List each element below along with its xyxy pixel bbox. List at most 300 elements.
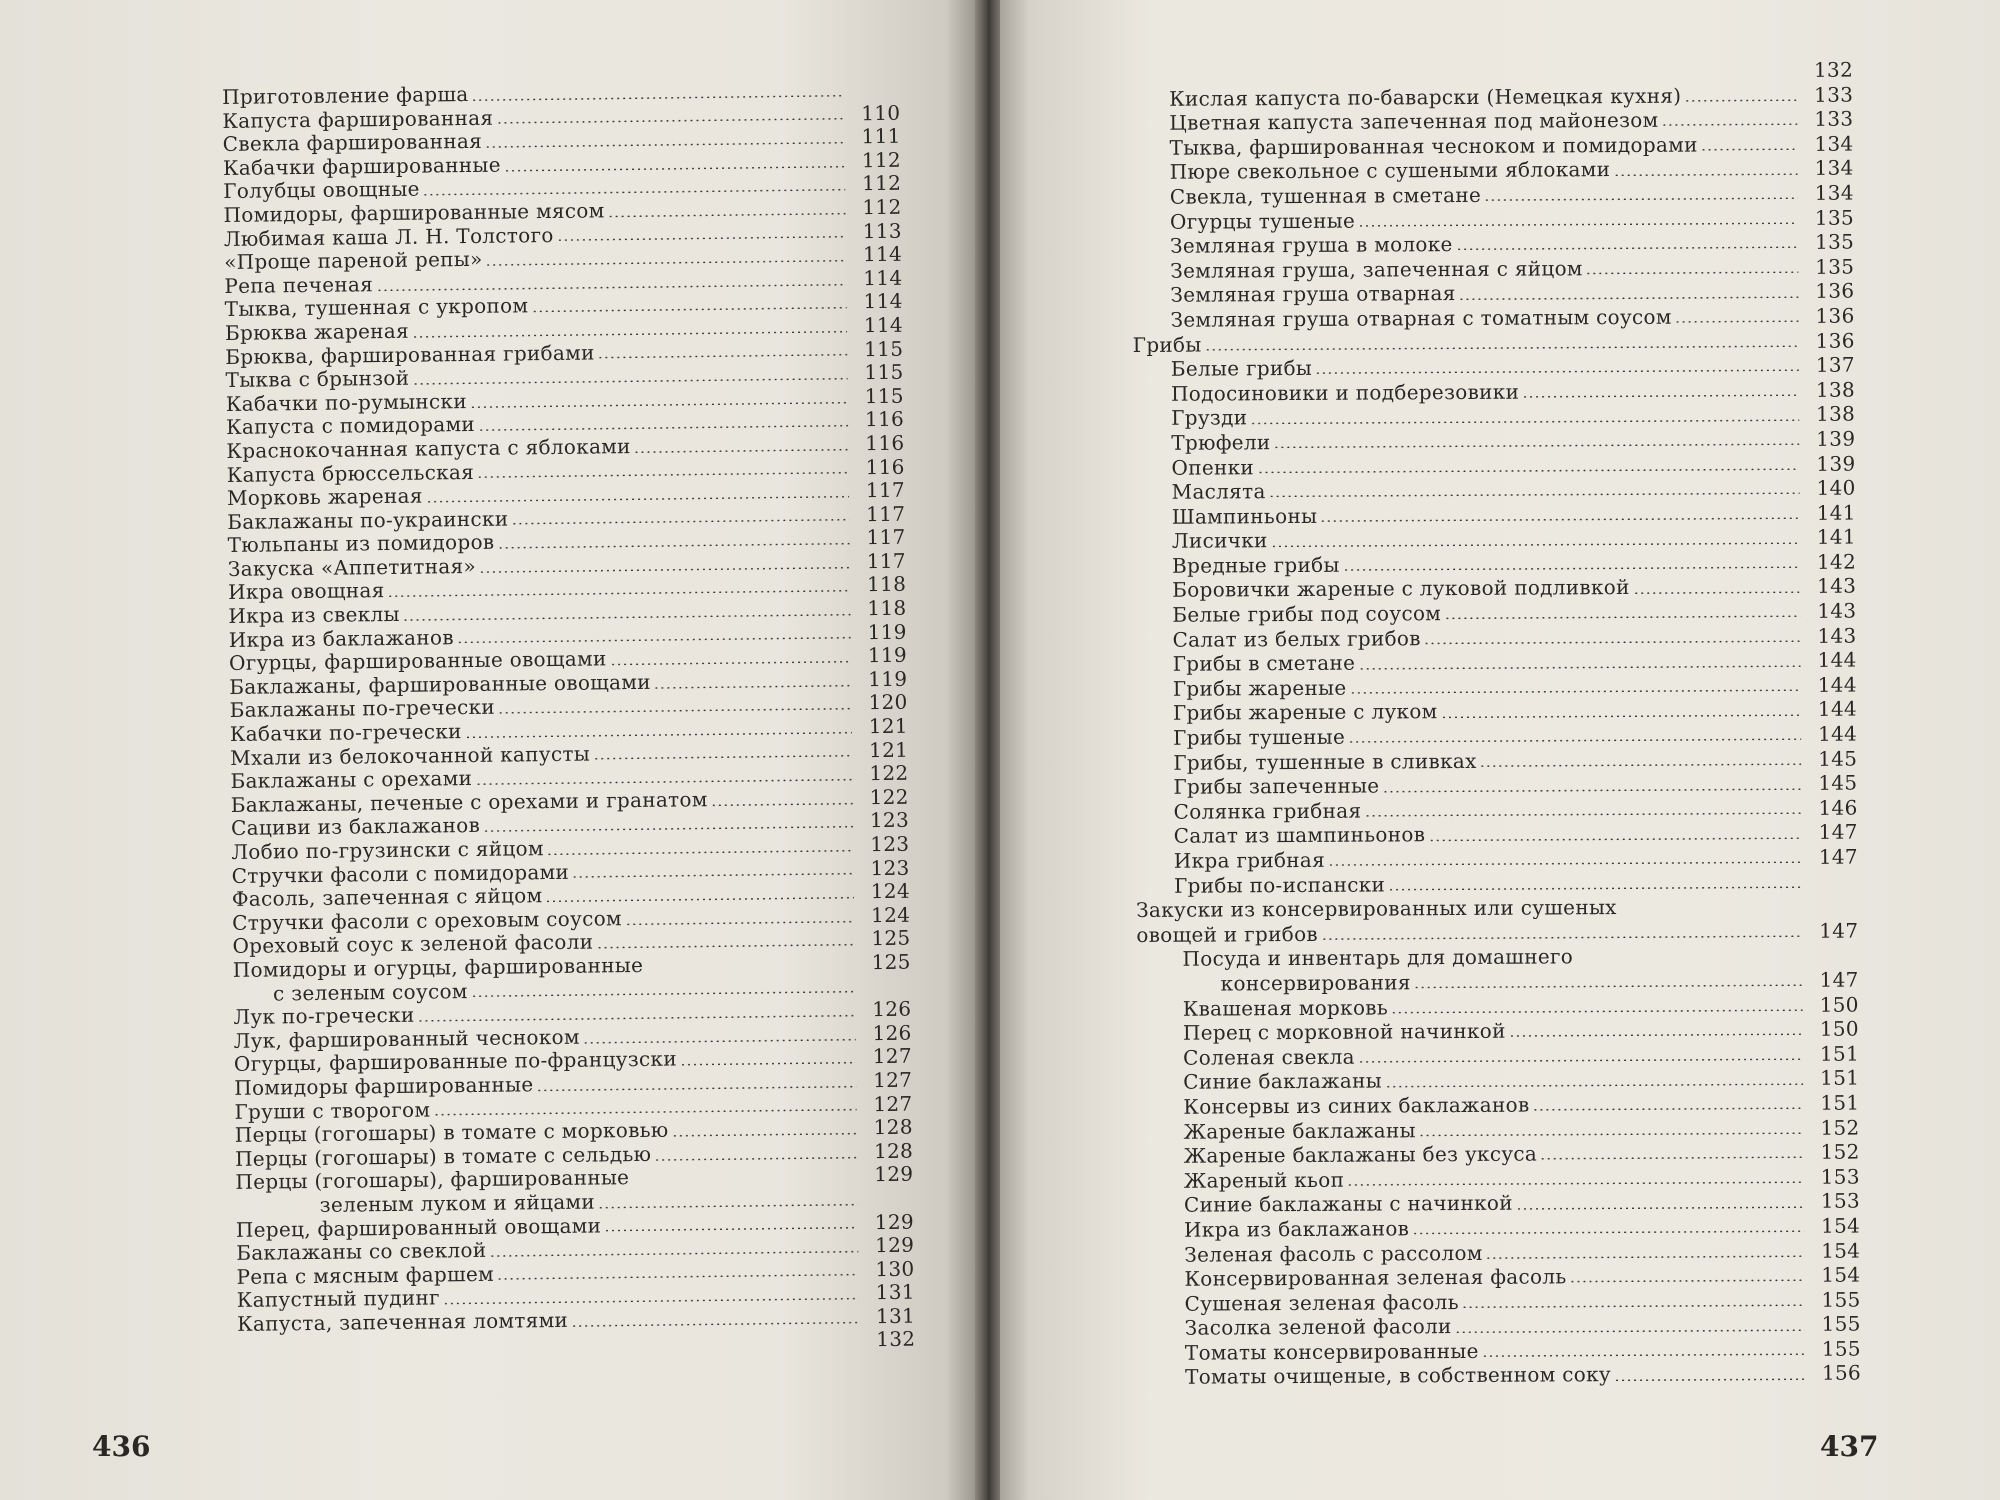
toc-entry-title: с зеленым соусом bbox=[272, 978, 468, 1006]
toc-entry-title: Кабачки по-гречески bbox=[229, 719, 462, 746]
toc-entry-page: 145 bbox=[1818, 770, 1858, 796]
toc-entry-title: Мхали из белокочанной капусты bbox=[230, 741, 591, 770]
toc-entry-title: Икра из баклажанов bbox=[1184, 1216, 1410, 1242]
toc-entry-page: 153 bbox=[1820, 1164, 1860, 1189]
toc-entry-title: Помидоры фаршированные bbox=[234, 1072, 534, 1100]
dot-leader bbox=[1250, 419, 1799, 424]
toc-entry-page: 133 bbox=[1814, 106, 1854, 132]
toc-entry-page: 155 bbox=[1821, 1336, 1861, 1361]
dot-leader bbox=[1428, 837, 1802, 841]
toc-entry-page: 121 bbox=[868, 737, 909, 762]
toc-entry-page: 154 bbox=[1820, 1213, 1861, 1238]
toc-entry-page bbox=[866, 1205, 914, 1206]
toc-entry-page: 125 bbox=[871, 926, 911, 951]
toc-entry-title: Консервированная зеленая фасоль bbox=[1184, 1264, 1567, 1291]
toc-entry-page: 134 bbox=[1814, 155, 1854, 181]
toc-entry-page: 151 bbox=[1820, 1090, 1860, 1115]
toc-entry-page: 121 bbox=[868, 713, 909, 739]
toc-entry-title: Синие баклажаны bbox=[1183, 1068, 1382, 1095]
dot-leader bbox=[531, 307, 846, 313]
dot-leader bbox=[497, 542, 849, 548]
dot-leader bbox=[608, 212, 846, 217]
toc-entry-title: Закуски из консервированных или сушеных bbox=[1136, 895, 1617, 923]
toc-entry-title: Шампиньоны bbox=[1171, 503, 1318, 529]
toc-entry-title: Подосиновики и подберезовики bbox=[1170, 379, 1520, 406]
dot-leader bbox=[1661, 123, 1797, 126]
toc-entry-title: Капуста брюссельская bbox=[226, 459, 475, 487]
right-toc-list bbox=[1131, 58, 1861, 1390]
toc-entry-title: Икра грибная bbox=[1173, 847, 1326, 873]
toc-entry-title: Перец, фаршированный овощами bbox=[235, 1212, 602, 1242]
toc-entry-page: 154 bbox=[1821, 1238, 1861, 1263]
dot-leader bbox=[1516, 1206, 1804, 1210]
toc-entry-title: Краснокочанная капуста с яблоками bbox=[226, 433, 631, 463]
dot-leader bbox=[596, 944, 854, 949]
dot-leader bbox=[1419, 1132, 1804, 1136]
dot-leader bbox=[489, 1250, 858, 1257]
dot-leader bbox=[465, 731, 852, 738]
toc-entry-page: 152 bbox=[1820, 1115, 1860, 1140]
dot-leader bbox=[1455, 1328, 1805, 1332]
toc-entry-page: 133 bbox=[1814, 82, 1854, 107]
dot-leader bbox=[1684, 99, 1797, 102]
dot-leader bbox=[511, 519, 849, 525]
dot-leader bbox=[1134, 74, 1797, 80]
dot-leader bbox=[1462, 1304, 1805, 1308]
toc-entry-page: 114 bbox=[862, 241, 903, 267]
toc-entry-page: 129 bbox=[874, 1232, 915, 1258]
toc-entry-page: 119 bbox=[867, 619, 907, 644]
dot-leader bbox=[1424, 640, 1801, 644]
dot-leader bbox=[1482, 1353, 1805, 1357]
toc-entry-title: Грибы жареные bbox=[1172, 675, 1347, 701]
toc-entry-title: Жареные баклажаны bbox=[1183, 1117, 1416, 1144]
dot-leader bbox=[1271, 542, 1800, 547]
dot-leader bbox=[536, 1085, 856, 1091]
dot-leader bbox=[1364, 812, 1801, 817]
toc-entry-title: Салат из белых грибов bbox=[1172, 625, 1421, 652]
toc-entry-page: 118 bbox=[867, 595, 907, 621]
toc-entry-title: Фасоль, запеченная с яйцом bbox=[231, 883, 543, 912]
dot-leader bbox=[1533, 1107, 1804, 1111]
toc-entry-page: 145 bbox=[1818, 746, 1858, 771]
toc-entry-page: 135 bbox=[1815, 254, 1855, 279]
toc-entry-page: 137 bbox=[1815, 352, 1855, 377]
toc-entry-title: Маслята bbox=[1171, 479, 1266, 504]
toc-entry-page: 150 bbox=[1819, 1016, 1859, 1041]
toc-entry-title: Кислая капуста по-баварски (Немецкая кухня) bbox=[1169, 83, 1682, 111]
toc-entry-page: 119 bbox=[868, 666, 908, 691]
toc-entry-page: 134 bbox=[1814, 131, 1854, 156]
toc-entry-title: Грузди bbox=[1171, 405, 1248, 431]
toc-entry-page: 136 bbox=[1815, 303, 1855, 328]
toc-entry-title: Грибы запеченные bbox=[1173, 773, 1380, 799]
dot-leader bbox=[504, 165, 845, 171]
toc-entry-title: Огурцы тушеные bbox=[1169, 208, 1356, 234]
toc-entry-page: 135 bbox=[1814, 229, 1855, 254]
dot-leader bbox=[412, 330, 847, 337]
toc-entry-title: Капустный пудинг bbox=[236, 1285, 441, 1313]
toc-entry-title: Стручки фасоли с ореховым соусом bbox=[232, 905, 622, 935]
toc-entry-page: 155 bbox=[1821, 1311, 1861, 1337]
right-page-number: 437 bbox=[1820, 1430, 1879, 1463]
toc-entry-title: Солянка грибная bbox=[1173, 798, 1362, 824]
dot-leader bbox=[1540, 1156, 1804, 1160]
toc-entry-page: 129 bbox=[874, 1209, 915, 1234]
dot-leader bbox=[1382, 787, 1801, 792]
dot-leader bbox=[1509, 1033, 1803, 1037]
toc-entry-title: Огурцы, фаршированные овощами bbox=[228, 646, 607, 676]
toc-entry-title: «Проще пареной репы» bbox=[224, 246, 483, 275]
toc-entry-title: Перцы (гогошары) в томате с морковью bbox=[234, 1117, 669, 1148]
toc-entry-title: консервирования bbox=[1220, 970, 1411, 996]
dot-leader bbox=[496, 118, 844, 124]
toc-entry-page: 151 bbox=[1820, 1065, 1860, 1091]
toc-entry-page: 124 bbox=[870, 878, 911, 904]
toc-entry-page: 110 bbox=[861, 100, 901, 125]
dot-leader bbox=[1391, 1009, 1803, 1014]
toc-entry-page: 138 bbox=[1816, 401, 1856, 427]
dot-leader bbox=[604, 1227, 858, 1232]
toc-entry-title: Томаты консервированные bbox=[1184, 1338, 1479, 1365]
toc-entry-title: Свекла фаршированная bbox=[222, 129, 483, 157]
toc-entry-page: 117 bbox=[866, 501, 906, 526]
dot-leader bbox=[1701, 148, 1798, 151]
toc-entry-title: Перцы (гогошары), фаршированные bbox=[235, 1165, 630, 1195]
dot-leader bbox=[1358, 664, 1800, 669]
left-page-number: 436 bbox=[92, 1430, 151, 1463]
dot-leader bbox=[1441, 714, 1801, 718]
toc-entry-title: Пюре свекольное с сушеными яблоками bbox=[1169, 157, 1611, 185]
dot-leader bbox=[1459, 296, 1799, 300]
toc-entry-title: Цветная капуста запеченная под майонезом bbox=[1169, 107, 1659, 135]
toc-entry-page: 156 bbox=[1821, 1361, 1862, 1386]
toc-entry-page: 112 bbox=[861, 147, 902, 172]
toc-entry-title: Брюква жареная bbox=[224, 318, 410, 345]
toc-entry bbox=[1139, 1361, 1861, 1390]
toc-entry-page: 141 bbox=[1816, 500, 1856, 525]
toc-entry-page bbox=[863, 992, 911, 993]
dot-leader bbox=[418, 1014, 856, 1021]
toc-entry-page: 128 bbox=[873, 1114, 913, 1140]
toc-entry-title: Грибы по-испански bbox=[1173, 872, 1386, 898]
toc-entry-title: Помидоры, фаршированные мясом bbox=[223, 198, 605, 227]
toc-entry-page: 144 bbox=[1817, 697, 1858, 722]
toc-entry-title: Баклажаны по-гречески bbox=[229, 695, 496, 723]
toc-entry-page: 123 bbox=[870, 831, 910, 857]
toc-entry-page: 144 bbox=[1817, 647, 1857, 673]
toc-entry-page: 111 bbox=[861, 123, 901, 149]
toc-entry-title: Баклажаны по-украински bbox=[227, 506, 509, 534]
dot-leader bbox=[457, 637, 851, 644]
dot-leader bbox=[625, 920, 854, 925]
toc-entry-title: Икра из свеклы bbox=[228, 601, 400, 629]
toc-entry-title: Земляная груша отварная bbox=[1170, 281, 1456, 308]
toc-entry-page: 134 bbox=[1814, 180, 1854, 205]
toc-entry-title: Баклажаны, фаршированные овощами bbox=[229, 669, 651, 699]
dot-leader bbox=[1675, 320, 1799, 323]
dot-leader bbox=[672, 1132, 857, 1136]
dot-leader bbox=[571, 1321, 859, 1327]
toc-entry-title: Капуста, запеченная ломтями bbox=[236, 1307, 569, 1336]
dot-leader bbox=[1412, 1230, 1804, 1234]
dot-leader bbox=[1620, 910, 1802, 913]
toc-entry-title: Земляная груша отварная с томатным соусом bbox=[1170, 304, 1672, 332]
dot-leader bbox=[1444, 615, 1800, 619]
toc-entry-title: Тыква, фаршированная чесноком и помидорами bbox=[1169, 132, 1698, 160]
toc-entry-page: 124 bbox=[870, 902, 911, 927]
toc-entry-title: Свекла, тушенная в сметане bbox=[1169, 182, 1482, 209]
toc-entry-page: 154 bbox=[1821, 1262, 1861, 1287]
dot-leader bbox=[632, 1179, 857, 1184]
dot-leader bbox=[240, 1345, 859, 1355]
toc-entry-page: 127 bbox=[873, 1091, 913, 1116]
toc-entry-page: 123 bbox=[869, 808, 910, 833]
toc-entry-page: 155 bbox=[1821, 1287, 1861, 1312]
toc-entry-page: 146 bbox=[1818, 795, 1858, 820]
toc-entry-title: Перец с морковной начинкой bbox=[1182, 1018, 1506, 1045]
dot-leader bbox=[1613, 173, 1797, 176]
toc-entry-page: 135 bbox=[1814, 205, 1855, 230]
toc-entry-page: 127 bbox=[872, 1043, 913, 1069]
dot-leader bbox=[1576, 960, 1802, 963]
toc-entry-title: Перцы (гогошары) в томате с сельдью bbox=[234, 1141, 652, 1171]
toc-entry-page: 116 bbox=[864, 407, 905, 432]
left-toc-list bbox=[222, 78, 916, 1360]
toc-entry-title: зеленым луком и яйцами bbox=[319, 1189, 596, 1217]
toc-entry-title: Белые грибы под соусом bbox=[1172, 601, 1442, 627]
dot-leader bbox=[485, 141, 845, 147]
toc-entry-page: 151 bbox=[1819, 1041, 1860, 1066]
dot-leader bbox=[572, 873, 854, 878]
dot-leader bbox=[470, 401, 848, 408]
toc-entry-page: 132 bbox=[876, 1327, 916, 1352]
toc-entry-page: 136 bbox=[1815, 328, 1855, 353]
toc-entry-page: 131 bbox=[875, 1303, 916, 1328]
dot-leader bbox=[654, 1156, 857, 1160]
toc-entry-title: Консервы из синих баклажанов bbox=[1183, 1092, 1530, 1119]
toc-entry-title: Лук по-гречески bbox=[233, 1002, 415, 1030]
dot-leader bbox=[433, 1109, 856, 1116]
dot-leader bbox=[1358, 1058, 1803, 1063]
toc-entry-title: Ореховый соус к зеленой фасоли bbox=[232, 929, 594, 959]
toc-entry-title: Икра овощная bbox=[228, 578, 385, 605]
toc-entry-page: 112 bbox=[862, 194, 902, 220]
toc-entry-title: Томаты очищеные, в собственном соку bbox=[1184, 1362, 1612, 1390]
toc-entry-page: 143 bbox=[1817, 598, 1857, 623]
dot-leader bbox=[486, 259, 847, 265]
dot-leader bbox=[1414, 984, 1803, 988]
toc-entry-page: 132 bbox=[1813, 57, 1854, 82]
toc-entry-title: Грибы bbox=[1132, 332, 1202, 357]
toc-entry-title: овощей и грибов bbox=[1136, 921, 1319, 947]
toc-entry-page: 123 bbox=[870, 855, 910, 880]
dot-leader bbox=[634, 448, 849, 453]
toc-entry-page: 152 bbox=[1820, 1139, 1860, 1164]
toc-entry-title: Закуска «Аппетитная» bbox=[227, 553, 477, 581]
toc-entry-page: 136 bbox=[1815, 278, 1855, 304]
toc-entry-page: 150 bbox=[1819, 992, 1859, 1017]
toc-entry-page: 128 bbox=[873, 1138, 914, 1163]
toc-entry-page: 144 bbox=[1817, 721, 1858, 746]
dot-leader bbox=[711, 802, 853, 806]
toc-entry-page: 117 bbox=[866, 548, 906, 574]
dot-leader bbox=[388, 590, 851, 598]
dot-leader bbox=[1633, 591, 1801, 594]
toc-entry-page: 139 bbox=[1816, 451, 1856, 476]
toc-entry-page: 122 bbox=[869, 760, 909, 786]
toc-entry-title: Любимая каша Л. Н. Толстого bbox=[223, 222, 554, 251]
dot-leader bbox=[403, 613, 851, 620]
dot-leader bbox=[557, 236, 846, 242]
toc-entry-page: 141 bbox=[1816, 524, 1856, 550]
toc-entry-title: Боровички жареные с луковой подливкой bbox=[1172, 575, 1630, 603]
dot-leader bbox=[1320, 517, 1800, 522]
toc-entry-title: Лук, фаршированный чесноком bbox=[233, 1024, 580, 1053]
toc-entry-title: Лисички bbox=[1171, 528, 1268, 554]
toc-entry-title: Тыква, тушенная с укропом bbox=[224, 293, 529, 322]
toc-entry-title: Земляная груша, запеченная с яйцом bbox=[1170, 255, 1583, 283]
toc-entry-page: 118 bbox=[866, 572, 907, 597]
dot-leader bbox=[475, 778, 852, 785]
dot-leader bbox=[479, 566, 850, 573]
toc-entry-page: 113 bbox=[862, 218, 902, 243]
dot-leader bbox=[471, 991, 855, 998]
toc-entry-page: 126 bbox=[872, 1020, 912, 1045]
dot-leader bbox=[376, 283, 846, 291]
dot-leader bbox=[1456, 246, 1798, 250]
toc-entry-title: Грибы, тушенные в сливках bbox=[1173, 748, 1477, 775]
toc-entry-title: Кабачки по-румынски bbox=[225, 388, 468, 416]
toc-entry-title: Тыква с брынзой bbox=[225, 365, 410, 393]
dot-leader bbox=[472, 94, 845, 101]
dot-leader bbox=[426, 495, 849, 502]
toc-entry-page: 129 bbox=[874, 1161, 914, 1187]
dot-leader bbox=[1205, 345, 1799, 351]
toc-entry-page: 147 bbox=[1819, 918, 1859, 943]
dot-leader bbox=[1486, 1255, 1805, 1259]
dot-leader bbox=[598, 354, 848, 359]
dot-leader bbox=[1328, 861, 1802, 866]
dot-leader bbox=[477, 472, 849, 479]
toc-entry-page: 114 bbox=[863, 289, 903, 314]
toc-entry-page: 112 bbox=[862, 171, 902, 196]
toc-entry-page: 131 bbox=[875, 1279, 915, 1305]
toc-entry-title: Посуда и инвентарь для домашнего bbox=[1182, 944, 1574, 972]
dot-leader bbox=[598, 1203, 858, 1208]
toc-entry-title: Икра из баклажанов bbox=[228, 624, 454, 652]
toc-entry-title: Репа печеная bbox=[224, 271, 374, 298]
toc-entry-page: 153 bbox=[1820, 1188, 1861, 1214]
toc-entry-title: Приготовление фарша bbox=[221, 81, 469, 109]
toc-entry-page: 116 bbox=[865, 454, 905, 479]
toc-entry-title: Капуста с помидорами bbox=[226, 412, 476, 440]
toc-entry-page: 114 bbox=[863, 312, 904, 338]
dot-leader bbox=[483, 826, 853, 833]
dot-leader bbox=[1349, 689, 1800, 694]
toc-entry-page: 147 bbox=[1818, 844, 1858, 869]
toc-entry-title: Сушеная зеленая фасоль bbox=[1184, 1289, 1459, 1316]
toc-entry-page: 115 bbox=[864, 336, 904, 361]
toc-entry-page: 122 bbox=[869, 784, 909, 809]
dot-leader bbox=[610, 660, 852, 665]
toc-entry-page bbox=[852, 96, 900, 97]
toc-entry-page: 119 bbox=[867, 642, 908, 668]
toc-entry-title: Брюква, фаршированная грибами bbox=[225, 339, 595, 369]
toc-entry-title: Засолка зеленой фасоли bbox=[1184, 1314, 1452, 1340]
toc-entry-page: 115 bbox=[864, 383, 904, 408]
toc-entry-title: Земляная груша в молоке bbox=[1170, 232, 1453, 258]
dot-leader bbox=[1315, 369, 1799, 374]
dot-leader bbox=[1586, 271, 1799, 274]
book-gutter bbox=[975, 0, 1000, 1500]
toc-entry-title: Вредные грибы bbox=[1172, 552, 1340, 578]
dot-leader bbox=[545, 896, 854, 902]
dot-leader bbox=[1570, 1279, 1805, 1282]
right-page bbox=[1000, 0, 2000, 1500]
toc-entry-title: Грибы в сметане bbox=[1172, 650, 1356, 677]
toc-entry-page: 126 bbox=[872, 996, 912, 1022]
toc-entry-title: Репа с мясным фаршем bbox=[236, 1261, 495, 1289]
toc-entry-title: Жареные баклажаны без уксуса bbox=[1183, 1141, 1538, 1168]
dot-leader bbox=[1274, 443, 1800, 448]
dot-leader bbox=[1347, 1181, 1804, 1186]
toc-entry-page: 143 bbox=[1817, 623, 1857, 648]
toc-entry-title: Морковь жареная bbox=[226, 483, 423, 511]
dot-leader bbox=[1385, 1083, 1803, 1088]
toc-entry-page: 138 bbox=[1815, 377, 1856, 402]
dot-leader bbox=[412, 377, 847, 384]
toc-entry-title: Капуста фаршированная bbox=[222, 105, 494, 133]
dot-leader bbox=[478, 424, 848, 431]
toc-entry-title: Жареный кьоп bbox=[1183, 1167, 1345, 1193]
toc-entry-title: Белые грибы bbox=[1170, 356, 1313, 381]
toc-entry-title: Баклажаны, печеные с орехами и гранатом bbox=[230, 786, 708, 817]
dot-leader bbox=[1343, 566, 1800, 571]
toc-entry-title: Помидоры и огурцы, фаршированные bbox=[232, 952, 644, 982]
dot-leader bbox=[1484, 197, 1798, 201]
toc-entry-title: Тюльпаны из помидоров bbox=[227, 529, 495, 558]
toc-entry-title: Синие баклажаны с начинкой bbox=[1183, 1191, 1513, 1218]
toc-entry-title: Огурцы, фаршированные по-французски bbox=[233, 1046, 678, 1077]
toc-entry-title: Квашеная морковь bbox=[1182, 995, 1389, 1021]
toc-entry-page: 127 bbox=[872, 1067, 913, 1093]
toc-entry-title: Кабачки фаршированные bbox=[222, 152, 501, 180]
dot-leader bbox=[654, 684, 852, 688]
toc-entry-title: Голубцы овощные bbox=[223, 176, 420, 204]
dot-leader bbox=[423, 189, 846, 196]
toc-entry-page: 115 bbox=[864, 359, 904, 385]
toc-entry-title: Грибы жареные с луком bbox=[1172, 699, 1438, 726]
toc-entry-title: Баклажаны со свеклой bbox=[236, 1237, 487, 1266]
toc-entry-page: 147 bbox=[1819, 967, 1859, 992]
dot-leader bbox=[646, 967, 855, 972]
toc-entry-page: 130 bbox=[875, 1256, 915, 1281]
dot-leader bbox=[583, 1038, 856, 1043]
dot-leader bbox=[1522, 394, 1799, 398]
dot-leader bbox=[1480, 763, 1802, 767]
toc-entry-page: 144 bbox=[1817, 672, 1857, 697]
toc-entry-title: Грибы тушеные bbox=[1173, 724, 1346, 750]
toc-entry-title: Стручки фасоли с помидорами bbox=[231, 859, 570, 888]
dot-leader bbox=[1269, 492, 1800, 497]
toc-entry-page: 140 bbox=[1816, 475, 1856, 500]
toc-entry-page: 125 bbox=[871, 949, 911, 975]
dot-leader bbox=[1321, 935, 1802, 940]
dot-leader bbox=[443, 1297, 859, 1304]
toc-entry-title: Зеленая фасоль с рассолом bbox=[1184, 1240, 1483, 1267]
toc-entry-title: Трюфели bbox=[1171, 430, 1271, 455]
